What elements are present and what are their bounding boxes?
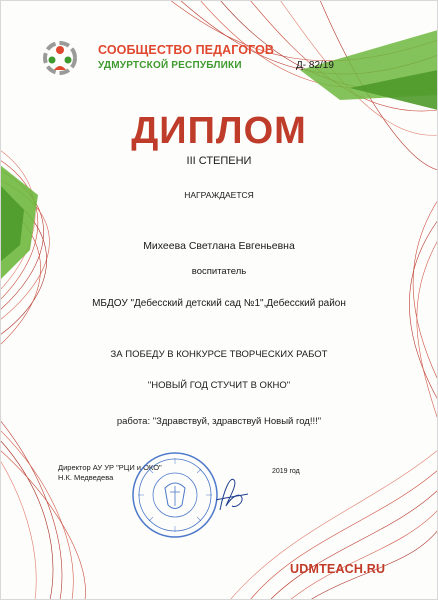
work-title: работа: "Здравствуй, здравствуй Новый год!!!"	[116, 416, 322, 427]
director-signature-icon	[212, 470, 252, 516]
diploma-degree: III СТЕПЕНИ	[186, 155, 252, 167]
recipient-organization: МБДОУ "Дебесский детский сад №1",Дебесский район	[92, 298, 346, 309]
document-number: Д- 82/19	[296, 60, 334, 71]
year-label: 2019 год	[272, 468, 300, 475]
website-label: UDMTEACH.RU	[290, 562, 386, 576]
community-logo-icon	[40, 40, 80, 76]
diploma-title: ДИПЛОМ	[131, 110, 307, 152]
official-stamp-icon	[130, 450, 220, 540]
header	[40, 40, 340, 80]
recipient-name: Михеева Светлана Евгеньевна	[143, 240, 295, 252]
contest-line1: ЗА ПОБЕДУ В КОНКУРСЕ ТВОРЧЕСКИХ РАБОТ	[110, 349, 328, 360]
director-name: Н.К. Медведева	[58, 473, 114, 482]
recipient-position: воспитатель	[191, 266, 247, 277]
org-name-line1: СООБЩЕСТВО ПЕДАГОГОВ	[98, 43, 275, 57]
awarded-label: НАГРАЖДАЕТСЯ	[184, 190, 254, 200]
contest-line2: "НОВЫЙ ГОД СТУЧИТ В ОКНО"	[147, 380, 291, 391]
director-title: Директор АУ УР "РЦИ и ОКО"	[58, 463, 162, 472]
org-name-line2: УДМУРТСКОЙ РЕСПУБЛИКИ	[98, 60, 242, 71]
